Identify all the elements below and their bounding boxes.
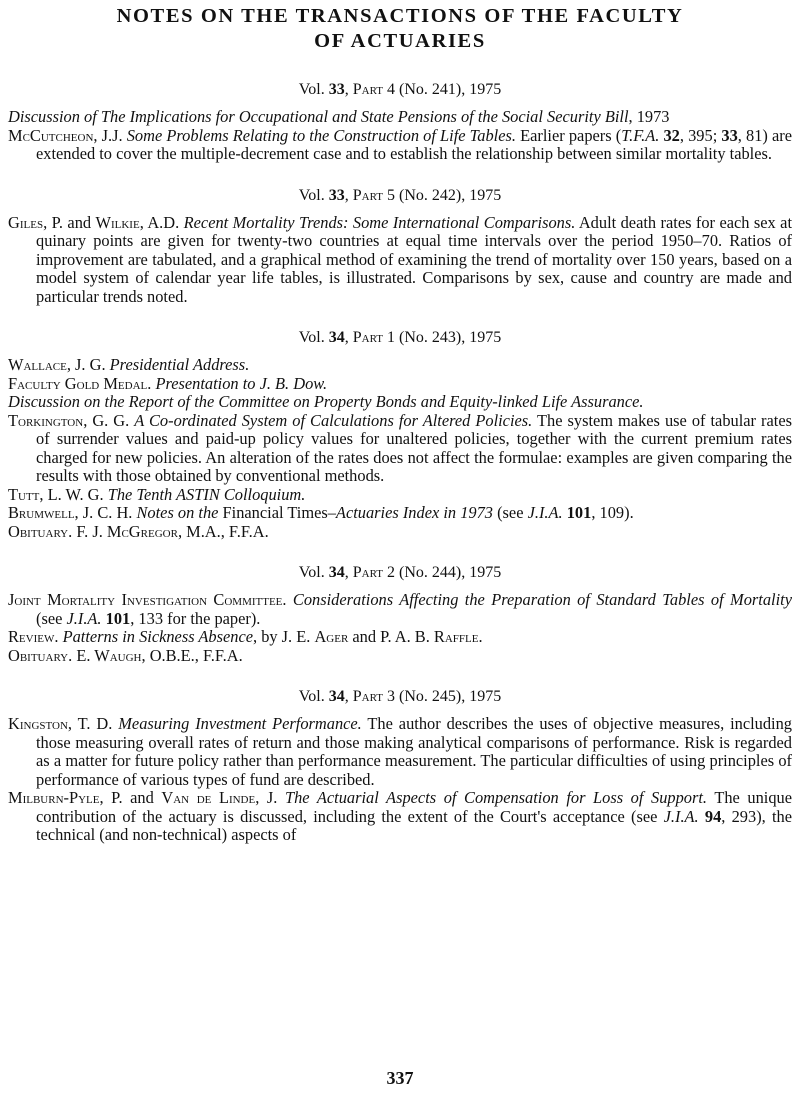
- entry-text: , L. W. G.: [39, 484, 108, 504]
- entry: [8, 647, 792, 666]
- entry-text: 101: [566, 503, 592, 522]
- entry-list: [8, 591, 792, 665]
- entry-text: .: [282, 590, 293, 609]
- entry-text: A Co-ordinated System of Calculations for Altered Policies.: [134, 410, 533, 430]
- entry: [8, 523, 792, 542]
- entry-text: Adult death rates for each sex at quinary points are given for twenty-two countries at equal time intervals over the period 1950–70. Ratios of improvement are tabulated, and a graphical method of examining the trend of mortality over 150 years, based on a model system of calendar year life tables, is illustrated. Comparisons by sex, cause and country are made and particular trends noted.: [36, 212, 792, 306]
- volume-heading: Vol. 34, Part 2 (No. 244), 1975: [298, 564, 502, 581]
- entry-text: , 1973: [628, 107, 670, 126]
- entry-text: Considerations Affecting the Preparation of Standard Tables of Mortality: [292, 590, 792, 609]
- entry-text: Financial Times: [218, 503, 328, 522]
- entry-text: and P. A. B.: [348, 627, 434, 646]
- entry-text: Presentation to J. B. Dow.: [155, 373, 328, 393]
- entry-text: Wallace: [8, 355, 67, 374]
- entry-text: , M.A., F.F.A.: [177, 521, 269, 541]
- entry-text: –Actuaries Index in 1973: [327, 503, 493, 522]
- entry-text: Ager: [314, 627, 349, 646]
- heading-part: Part: [352, 688, 383, 705]
- entry: [8, 789, 792, 845]
- entry-text: , 81) are extended to cover the multiple-decrement case and to establish the relationship between similar mortality tables.: [36, 125, 793, 163]
- heading-vol: Vol.: [298, 688, 329, 705]
- entry-text: Earlier papers (: [516, 125, 622, 145]
- volume-section: [8, 563, 792, 665]
- entry-text: Torkington: [8, 410, 84, 430]
- entry-text: 94: [704, 806, 722, 826]
- heading-vol: Vol.: [298, 329, 329, 346]
- volume-heading: Vol. 34, Part 3 (No. 245), 1975: [298, 688, 502, 705]
- entry-text: The Actuarial Aspects of Compensation for Loss of Support.: [284, 788, 708, 807]
- entry-text: The system makes use of tabular rates of surrender values and paid-up policy values for unaltered policies, together with the current premium rates charged for new policies. An alteration of the rates does not affect the formulae: examples are given comparing the results with those obtained by conventional methods.: [36, 410, 792, 485]
- entry: [8, 591, 792, 628]
- entry-text: , 293), the technical (and non-technical) aspects of: [36, 806, 792, 844]
- sections-container: [8, 80, 792, 845]
- entry-text: Van de Linde: [161, 788, 256, 807]
- entry-text: Wilkie: [95, 212, 140, 232]
- entry: [8, 486, 792, 505]
- heading-volnum: 33: [328, 186, 345, 204]
- entry-text: The author describes the uses of objective measures, including those measuring overall rates of return and those making analytical comparisons of performance. Risk is regarded as a matter for future policy rather than performance measurement. The particular difficulties of using principles of performance of various types of fund are described.: [36, 714, 792, 789]
- page-number: 337: [386, 1068, 414, 1088]
- entry-text: Recent Mortality Trends: Some International Comparisons.: [183, 212, 576, 232]
- entry-text: Obituary: [8, 521, 69, 541]
- entry-text: Notes on the: [136, 503, 219, 522]
- entry-text: Discussion on the Report of the Committee on Property Bonds and Equity-linked Life Assurance.: [8, 392, 644, 411]
- entry-text: Brumwell: [8, 503, 75, 522]
- entry-text: Patterns in Sickness Absence: [62, 627, 253, 646]
- entry-text: E. Waugh: [76, 645, 142, 665]
- heading-volnum: 34: [328, 688, 345, 705]
- entry-text: J.I.A.: [663, 806, 699, 826]
- entry-text: (see: [36, 608, 67, 628]
- entry-list: [8, 214, 792, 307]
- entry-list: [8, 356, 792, 541]
- entry-text: Giles: [8, 212, 44, 232]
- entry-text: 101: [105, 608, 131, 628]
- entry-text: .: [147, 373, 156, 393]
- entry-text: The Tenth ASTIN Colloquium.: [107, 484, 306, 504]
- entry-text: Milburn-Pyle: [8, 788, 100, 807]
- entry-text: Review: [8, 627, 55, 646]
- entry: [8, 393, 792, 412]
- volume-section: [8, 687, 792, 845]
- entry-text: .: [54, 627, 63, 646]
- entry-text: , A.D.: [139, 212, 184, 232]
- entry-text: , G. G.: [83, 410, 135, 430]
- heading-volnum: 34: [328, 564, 345, 581]
- heading-volnum: 33: [328, 81, 345, 98]
- entry-text: .: [478, 627, 483, 646]
- entry-text: Joint Mortality Investigation Committee: [8, 590, 283, 609]
- heading-volnum: 34: [328, 329, 345, 346]
- entry-text: .: [68, 521, 77, 541]
- volume-heading: Vol. 34, Part 1 (No. 243), 1975: [298, 329, 502, 346]
- entry: [8, 127, 792, 164]
- entry-text: T.F.A.: [621, 125, 660, 145]
- title-line-2: OF ACTUARIES: [314, 30, 486, 52]
- entry-text: Some Problems Relating to the Construction of Life Tables.: [126, 125, 516, 145]
- entry-text: Faculty Gold Medal: [8, 373, 148, 393]
- heading-part: Part: [352, 81, 383, 98]
- heading-rest: 2 (No. 244), 1975: [382, 564, 502, 581]
- entry-text: J.I.A.: [527, 503, 563, 522]
- entry-text: Kingston: [8, 714, 68, 733]
- entry: [8, 108, 792, 127]
- entry: [8, 214, 792, 307]
- entry: [8, 356, 792, 375]
- entry-list: [8, 715, 792, 845]
- heading-rest: 5 (No. 242), 1975: [382, 186, 502, 204]
- heading-vol: Vol.: [298, 186, 329, 204]
- heading-vol: Vol.: [298, 81, 329, 98]
- entry-text: , O.B.E., F.F.A.: [141, 645, 243, 665]
- entry: [8, 504, 792, 523]
- entry-text: , T. D.: [67, 714, 119, 733]
- entry-text: , 133 for the paper).: [130, 608, 261, 628]
- title-line-1: NOTES ON THE TRANSACTIONS OF THE FACULTY: [116, 5, 684, 27]
- volume-section: [8, 328, 792, 541]
- entry-text: McCutcheon: [8, 125, 94, 145]
- entry-text: , 109).: [591, 503, 634, 522]
- volume-heading: Vol. 33, Part 5 (No. 242), 1975: [298, 186, 502, 204]
- entry-text: 32: [663, 125, 680, 145]
- entry: [8, 715, 792, 789]
- entry-text: Raffle: [433, 627, 479, 646]
- page-title: [8, 0, 792, 54]
- heading-rest: 1 (No. 243), 1975: [382, 329, 502, 346]
- volume-section: [8, 186, 792, 307]
- entry-text: , 395;: [679, 125, 722, 145]
- entry-text: The unique contribution of the actuary is discussed, including the extent of the Court's acceptance (see: [36, 788, 792, 826]
- heading-vol: Vol.: [298, 564, 329, 581]
- heading-part: Part: [352, 186, 383, 204]
- entry-text: J.I.A.: [66, 608, 102, 628]
- entry: [8, 412, 792, 486]
- entry-list: [8, 108, 792, 164]
- entry-text: , by J. E.: [253, 627, 315, 646]
- entry: [8, 375, 792, 394]
- entry-text: , P. and: [43, 212, 96, 232]
- entry-text: , J.: [255, 788, 285, 807]
- entry-text: Presidential Address.: [109, 355, 250, 374]
- volume-heading: Vol. 33, Part 4 (No. 241), 1975: [298, 81, 502, 98]
- entry-text: 33: [721, 125, 738, 145]
- heading-part: Part: [352, 564, 383, 581]
- entry-text: Measuring Investment Performance.: [118, 714, 362, 733]
- entry-text: (see: [492, 503, 528, 522]
- heading-part: Part: [352, 329, 383, 346]
- entry-text: Discussion of The Implications for Occupational and State Pensions of the Social Security Bill: [8, 107, 629, 126]
- entry: [8, 628, 792, 647]
- volume-section: [8, 80, 792, 164]
- entry-text: , J. C. H.: [74, 503, 137, 522]
- entry-text: F. J. McGregor: [76, 521, 178, 541]
- entry-text: , J.J.: [93, 125, 127, 145]
- entry-text: , P. and: [99, 788, 162, 807]
- entry-text: Tutt: [8, 484, 40, 504]
- heading-rest: 3 (No. 245), 1975: [382, 688, 502, 705]
- entry-text: .: [68, 645, 77, 665]
- heading-rest: 4 (No. 241), 1975: [382, 81, 502, 98]
- entry-text: , J. G.: [66, 355, 110, 374]
- entry-text: Obituary: [8, 645, 69, 665]
